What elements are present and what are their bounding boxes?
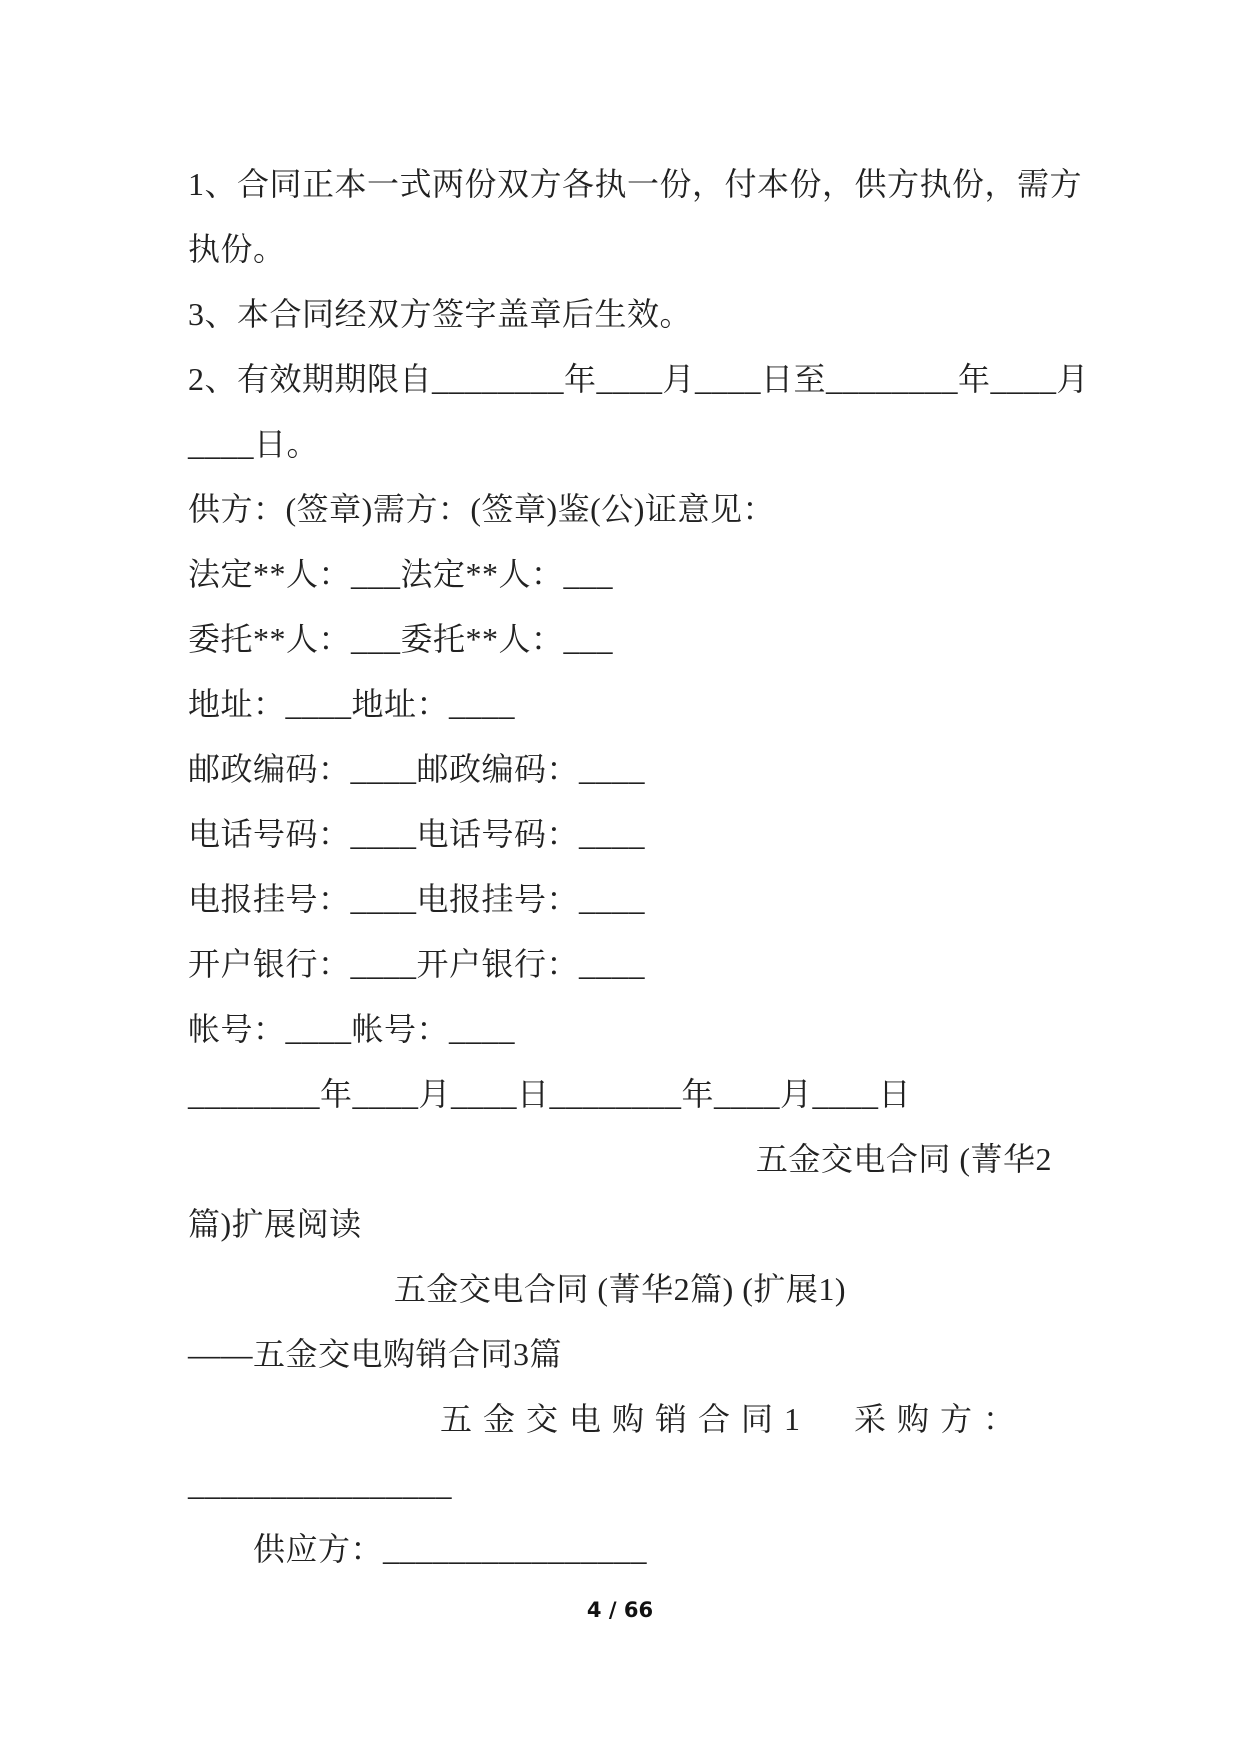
document-lines	[188, 152, 1090, 1582]
document-line: 法定**人：___法定**人：___	[188, 556, 614, 592]
document-line: 帐号：____帐号：____	[188, 1011, 516, 1047]
document-line: 开户银行：____开户银行：____	[188, 946, 646, 982]
document-line: 供方：(签章)需方：(签章)鉴(公)证意见：	[188, 491, 775, 527]
document-line: 电话号码：____电话号码：____	[188, 816, 646, 852]
document-line: 篇)扩展阅读	[188, 1206, 362, 1242]
document-line: 委托**人：___委托**人：___	[188, 621, 614, 657]
document-line: 五金交电合同 (菁华2	[755, 1141, 1052, 1177]
document-line: 邮政编码：____邮政编码：____	[188, 751, 646, 787]
page-number: 4 / 66	[586, 1598, 654, 1622]
document-line: 五金交电购销合同1 采购方：	[440, 1401, 1027, 1437]
document-line: 2、有效期期限自________年____月____日至________年____月	[188, 361, 1090, 397]
document-line: 五金交电合同 (菁华2篇) (扩展1)	[393, 1271, 847, 1307]
document-line: 1、合同正本一式两份双方各执一份，付本份，供方执份，需方	[188, 166, 1083, 202]
document-line: ——五金交电购销合同3篇	[188, 1336, 563, 1372]
document-line: 供应方：________________	[253, 1531, 648, 1567]
document-line: ____日。	[188, 426, 320, 462]
document-line: ________________	[188, 1466, 452, 1502]
document-line: 3、本合同经双方签字盖章后生效。	[188, 296, 693, 332]
document-line: 执份。	[188, 231, 286, 267]
document-line: 地址：____地址：____	[188, 686, 516, 722]
document-line: 电报挂号：____电报挂号：____	[188, 881, 646, 917]
document-line: ________年____月____日________年____月____日	[188, 1076, 912, 1112]
